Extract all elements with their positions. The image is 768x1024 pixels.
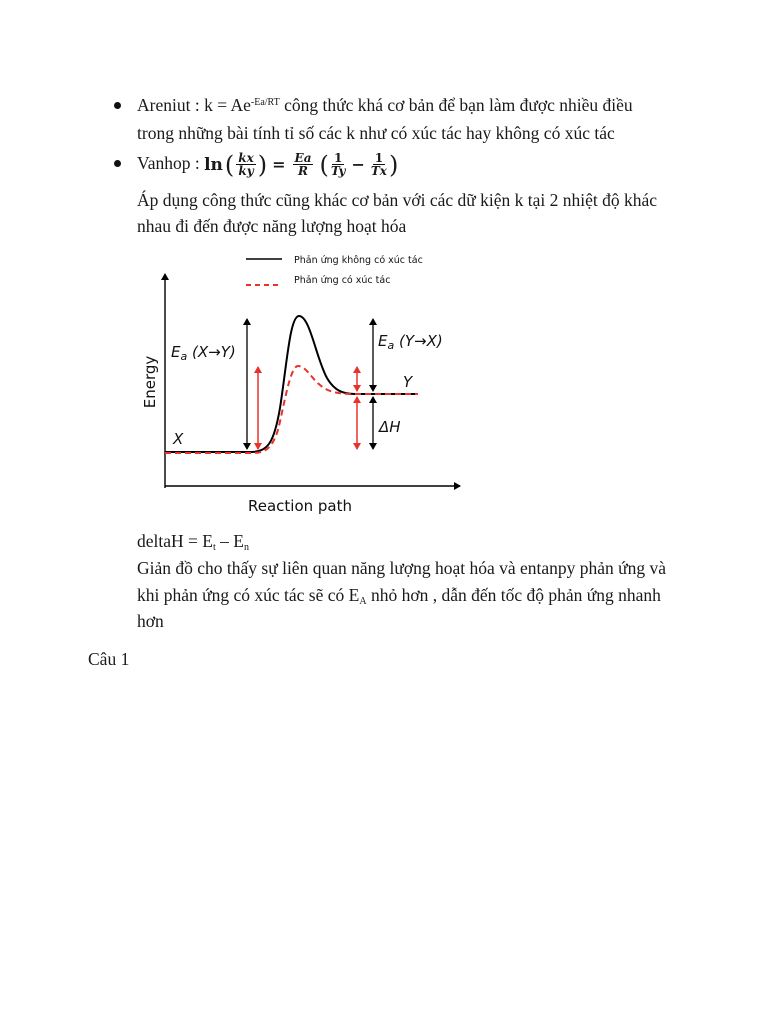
question-heading: Câu 1 xyxy=(88,649,130,669)
fraction-1-tx: $\frac{1}{Tx}$ xyxy=(370,151,387,179)
fraction-ea-r: $\frac{Ea}{R}$ xyxy=(294,151,312,179)
ln-symbol: ln xyxy=(204,154,223,175)
fraction-1-ty: $\frac{1}{Ty}$ xyxy=(330,151,346,179)
legend-uncatalyzed-label: Phản ứng không có xúc tác xyxy=(294,255,423,266)
areniut-line-2: trong những bài tính tỉ số các k như có xúc tác hay không có xúc tác xyxy=(137,123,615,143)
y-axis-label: Energy xyxy=(141,355,159,409)
conclusion-line-1: Giản đồ cho thấy sự liên quan năng lượng hoạt hóa và entanpy phản ứng và xyxy=(137,558,667,578)
energy-diagram xyxy=(130,248,470,518)
areniut-equation: k = Ae xyxy=(204,95,251,115)
product-y-label: Y xyxy=(403,373,413,391)
bullet-dot-2 xyxy=(114,160,121,167)
catalyzed-curve xyxy=(165,366,418,453)
conclusion-line-2: khi phản ứng có xúc tác sẽ có $E_A$ nhỏ hơn , dẫn đến tốc độ phản ứng nhanh xyxy=(137,585,661,607)
x-axis-label: Reaction path xyxy=(247,497,353,515)
delta-h-label: ΔH xyxy=(379,418,401,436)
ea-reverse-label: $E_a$ (Y→X) xyxy=(378,332,443,352)
vanhop-line-1: Vanhop : ln ( $\frac{kx}{ky}$ ) = $\frac{Ea}{R}$ ( $\frac{1}{Ty}$ − $\frac{1}{Tx}$ ) xyxy=(137,150,399,179)
areniut-description: công thức khá cơ bản để bạn làm được nhiều điều xyxy=(284,95,633,115)
conclusion-line-3: hơn xyxy=(137,611,164,631)
areniut-line-1: Areniut : $k = Ae^{-Ea/RT}$ công thức khá cơ bản để bạn làm được nhiều điều xyxy=(137,95,633,115)
vanhop-line-3: nhau đi đến được năng lượng hoạt hóa xyxy=(137,216,407,236)
vanhop-line-2: Áp dụng công thức cũng khác cơ bản với các dữ kiện k tại 2 nhiệt độ khác xyxy=(137,190,658,210)
fraction-kx-ky: $\frac{kx}{ky}$ xyxy=(238,151,254,179)
delta-h-equation: deltaH = $E_t - E_n$ xyxy=(137,531,249,553)
vanhop-label: Vanhop xyxy=(137,153,191,173)
bullet-dot-1 xyxy=(114,102,121,109)
areniut-exponent: -Ea/RT xyxy=(250,97,280,108)
areniut-label: Areniut xyxy=(137,95,191,115)
ea-forward-label: $E_a$ (X→Y) xyxy=(171,343,236,363)
reactant-x-label: X xyxy=(173,430,184,448)
legend-catalyzed-label: Phản ứng có xúc tác xyxy=(294,275,391,286)
vanhop-formula: ln ( $\frac{kx}{ky}$ ) = $\frac{Ea}{R}$ ( $\frac{1}{Ty}$ − $\frac{1}{Tx}$ ) xyxy=(204,150,399,179)
